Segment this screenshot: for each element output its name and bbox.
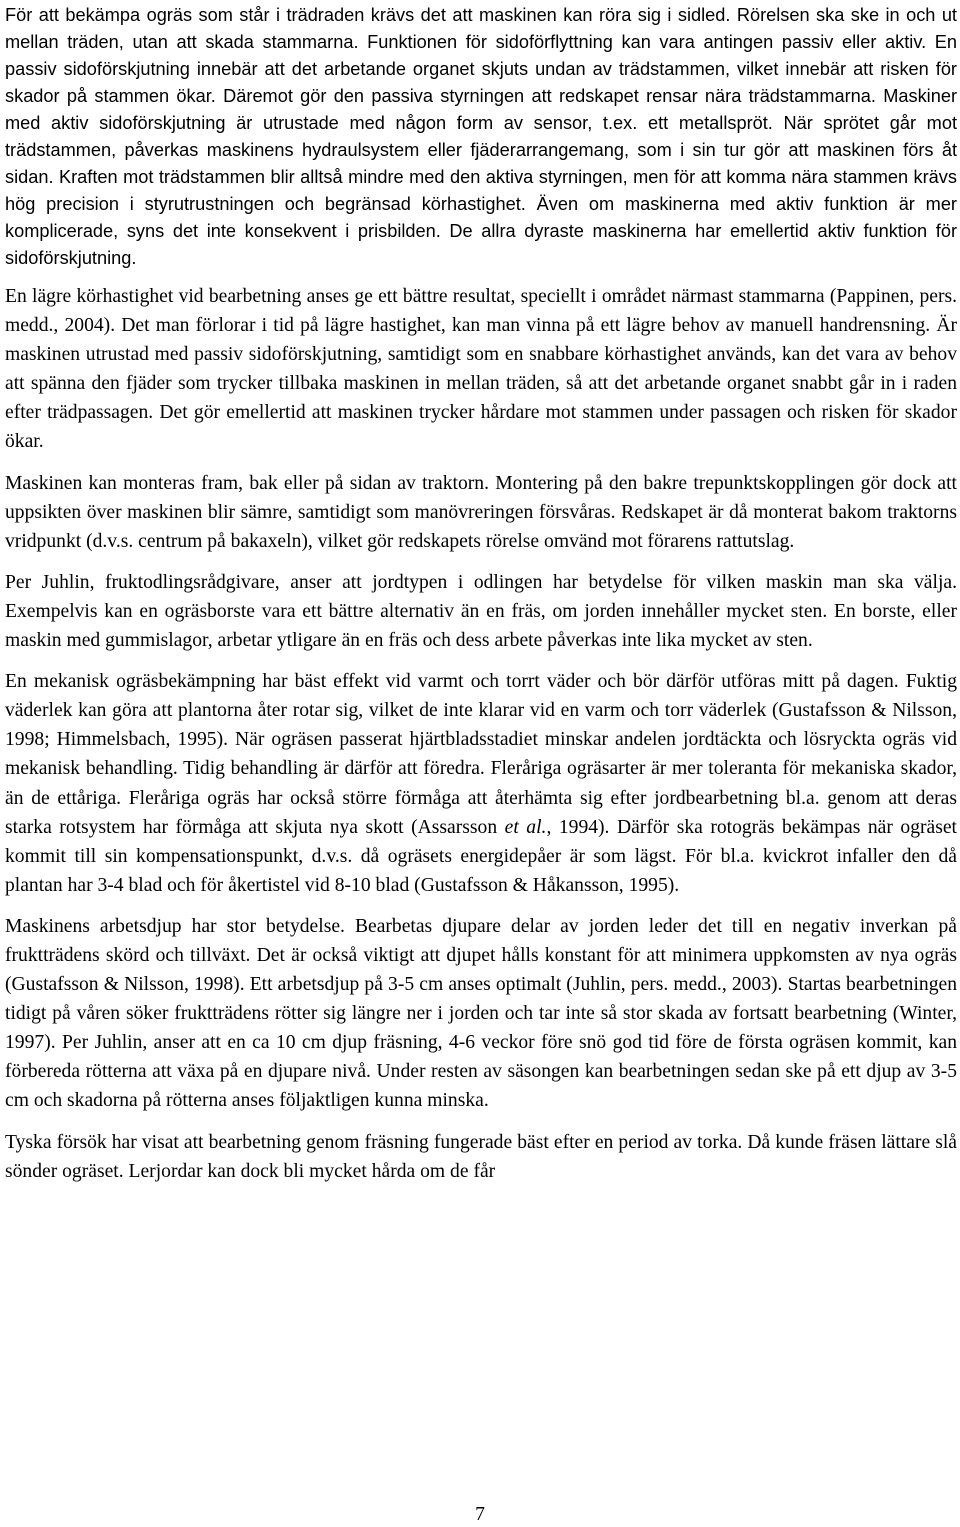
paragraph-driving-speed: En lägre körhastighet vid bearbetning anses ge ett bättre resultat, speciellt i området närmast stammarna (Pappinen, pers. medd., 2004). Det man förlorar i tid på lägre hastighet, kan man vinna på ett lägre behov av manuell handrensning. Är maskinen utrustad med passiv sidoförskjutning, samtidigt som en snabbare körhastighet används, kan det vara av behov att spänna den fjäder som trycker tillbaka maskinen in mellan träden, så att det arbetande organet snabbt går in i raden efter trädpassagen. Det gör emellertid att maskinen trycker hårdare mot stammen under passagen och risken för skador ökar. bbox=[5, 286, 957, 453]
paragraph-weather-text: En mekanisk ogräsbekämpning har bäst effekt vid varmt och torrt väder och bör därför utföras mitt på dagen. Fuktig väderlek kan göra att plantorna åter rotar sig, vilket de inte klarar vid en varm och torr väderlek (Gustafsson & Nilsson, 1998; Himmelsbach, 1995). När ogräsen passerat hjärtbladsstadiet minskar andelen jordtäckta och lösryckta ogräs vid mekanisk behandling. Tidig behandling är därför att föredra. Fleråriga ogräsarter är mer toleranta för mekaniska skador, än de ettåriga. Fleråriga ogräs har också större förmåga att återhämta sig efter jordbearbetning bl.a. genom att deras starka rotsystem har förmåga att skjuta nya skott (Assarsson bbox=[5, 671, 957, 838]
document-page bbox=[5, 2, 957, 1198]
paragraph-weather-timing bbox=[5, 667, 957, 900]
paragraph-working-depth: Maskinens arbetsdjup har stor betydelse. Bearbetas djupare delar av jorden leder det till en negativ inverkan på fruktträdens skörd och tillväxt. Det är också viktigt att djupet hålls konstant för att minimera uppkomsten av nya ogräs (Gustafsson & Nilsson, 1998). Ett arbetsdjup på 3-5 cm anses optimalt (Juhlin, pers. medd., 2003). Startas bearbetningen tidigt på våren söker fruktträdens rötter sig längre ner i jorden och tar inte så stor skada av fortsatt bearbetning (Winter, 1997). Per Juhlin, anser att en ca 10 cm djup fräsning, 4-6 veckor före snö god tid före de första ogräsen kommit, kan förbereda rötterna att växa på en djupare nivå. Under resten av säsongen kan bearbetningen sedan ske på ett djup av 3-5 cm och skadorna på rötterna anses följaktligen kunna minska. bbox=[5, 915, 957, 1112]
paragraph-side-shift: För att bekämpa ogräs som står i trädraden krävs det att maskinen kan röra sig i sidled. Rörelsen ska ske in och ut mellan träden, utan att skada stammarna. Funktionen för sidoförflyttning kan vara antingen passiv eller aktiv. En passiv sidoförskjutning innebär att det arbetande organet skjuts undan av trädstammen, vilket innebär att risken för skador på stammen ökar. Däremot gör den passiva styrningen att redskapet rensar nära trädstammarna. Maskiner med aktiv sidoförskjutning är utrustade med någon form av sensor, t.ex. ett metallspröt. När sprötet går mot trädstammen, påverkas maskinens hydraulsystem eller fjäderarrangemang, som i sin tur gör att maskinen förs åt sidan. Kraften mot trädstammen blir alltså mindre med den aktiva styrningen, men för att komma nära stammen krävs hög precision i styrutrustningen och begränsad körhastighet. Även om maskinerna med aktiv funktion är mer komplicerade, syns det inte konsekvent i prisbilden. De allra dyraste maskinerna har emellertid aktiv funktion för sidoförskjutning. bbox=[5, 5, 957, 268]
paragraph-german-trials: Tyska försök har visat att bearbetning genom fräsning fungerade bäst efter en period av torka. Då kunde fräsen lättare slå sönder ogräset. Lerjordar kan dock bli mycket hårda om de får bbox=[5, 1131, 957, 1182]
paragraph-mounting: Maskinen kan monteras fram, bak eller på sidan av traktorn. Montering på den bakre trepunktskopplingen gör dock att uppsikten över maskinen blir sämre, samtidigt som manövreringen försvåras. Redskapet är då monterat bakom traktorns vridpunkt (d.v.s. centrum på bakaxeln), vilket gör redskapets rörelse omvänd mot förarens rattutslag. bbox=[5, 472, 957, 552]
page-number: 7 bbox=[475, 1504, 485, 1525]
paragraph-weather-italic: et al. bbox=[504, 816, 547, 838]
paragraph-weather-rest: , 1994). Därför ska rotogräs bekämpas när ogräset kommit till sin kompensationspunkt, d.v.s. då ogräsets energidepåer är som lägst. För bl.a. kvickrot infaller den då plantan har 3-4 blad och för åkertistel vid 8-10 blad (Gustafsson & Håkansson, 1995). bbox=[5, 816, 957, 896]
paragraph-soil-type: Per Juhlin, fruktodlingsrådgivare, anser att jordtypen i odlingen har betydelse för vilken maskin man ska välja. Exempelvis kan en ogräsborste vara ett bättre alternativ än en fräs, om jorden innehåller mycket sten. En borste, eller maskin med gummislagor, arbetar ytligare än en fräs och dess arbete påverkas inte lika mycket av sten. bbox=[5, 571, 957, 652]
